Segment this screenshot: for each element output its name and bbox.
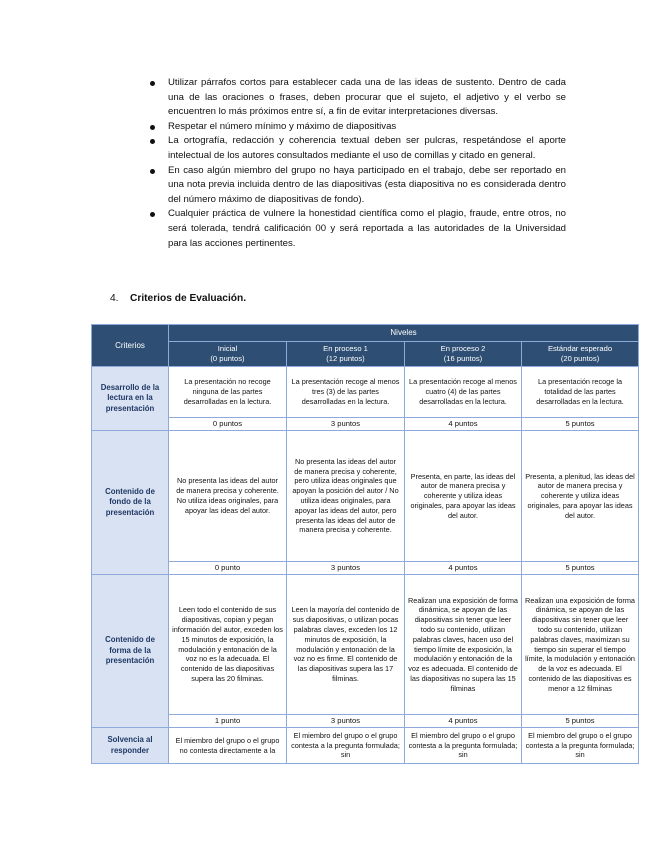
guideline-item: Utilizar párrafos cortos para establecer cada una de las ideas de sustento. Dentro de cada una de las oraciones o frases, deben procurar que el sujeto, el adjetivo y el verbo se encuentren lo más próximos entre sí, a fin de evitar interpretaciones diversas.	[146, 76, 566, 120]
guideline-item: En caso algún miembro del grupo no haya participado en el trabajo, debe ser reportado en una nota previa incluida dentro de las diapositivas (esta diapositiva no es considerada dentro del número máximo de diapositivas de fondo).	[146, 164, 566, 208]
description-cell: Presenta, en parte, las ideas del autor de manera precisa y coherente y utiliza ideas originales, para apoyar las ideas del autor.	[405, 431, 522, 562]
criterion-cell: Solvencia al responder	[92, 728, 169, 764]
level-points: (16 puntos)	[443, 354, 483, 363]
description-cell: No presenta las ideas del autor de manera precisa y coherente. No utiliza ideas originales, para apoyar las ideas del autor.	[169, 431, 287, 562]
description-cell: Leen todo el contenido de sus diapositivas, copian y pegan información del autor, exceden los 15 minutos de exposición, la modulación y entonación de la voz no es la adecuada. El contenido de las diapositivas supera las 20 filminas.	[169, 575, 287, 715]
level-points: (0 puntos)	[210, 354, 245, 363]
guideline-item: Cualquier práctica de vulnere la honestidad científica como el plagio, fraude, entre otros, no será tolerada, tendrá calificación 00 y será reportada a las autoridades de la Universidad para las acciones pertinentes.	[146, 207, 566, 251]
criterion-cell: Contenido de forma de la presentación	[92, 575, 169, 728]
description-cell: La presentación recoge al menos tres (3) de las partes desarrolladas en la lectura.	[287, 367, 405, 418]
guidelines-list	[146, 76, 566, 251]
level-header	[169, 342, 287, 367]
table-header-row	[92, 325, 639, 342]
score-cell: 5 puntos	[522, 562, 639, 575]
description-cell: El miembro del grupo o el grupo contesta a la pregunta formulada; sin	[522, 728, 639, 764]
section-heading	[110, 293, 246, 304]
criterios-header: Criterios	[92, 325, 169, 367]
level-points: (20 puntos)	[560, 354, 600, 363]
table-row	[92, 367, 639, 418]
score-cell: 3 puntos	[287, 562, 405, 575]
table-row	[92, 431, 639, 562]
table-row	[92, 728, 639, 764]
guideline-item: La ortografía, redacción y coherencia textual deben ser pulcras, respetándose el aporte intelectual de los autores consultados mediante el uso de comillas y citado en general.	[146, 134, 566, 163]
description-cell: Leen la mayoría del contenido de sus diapositivas, o utilizan pocas palabras claves, exceden los 12 minutos de exposición, la modulación y entonación de la voz no es firme. El contenido de las diapositivas supera las 17 filminas.	[287, 575, 405, 715]
score-cell: 1 punto	[169, 715, 287, 728]
description-cell: El miembro del grupo o el grupo contesta a la pregunta formulada; sin	[287, 728, 405, 764]
description-cell: La presentación no recoge ninguna de las partes desarrolladas en la lectura.	[169, 367, 287, 418]
description-cell: Realizan una exposición de forma dinámica, se apoyan de las diapositivas sin tener que leer todo su contenido, utilizan palabras claves, maximizan su tiempo sin superar el tiempo límite, la modulación y entonación de la voz es adecuada. El contenido de las diapositivas es menor a 12 filminas	[522, 575, 639, 715]
description-cell: El miembro del grupo o el grupo no contesta directamente a la	[169, 728, 287, 764]
description-cell: La presentación recoge al menos cuatro (4) de las partes desarrolladas en la lectura.	[405, 367, 522, 418]
description-cell: No presenta las ideas del autor de manera precisa y coherente, pero utiliza ideas originales que apoyan la posición del autor / No utiliza ideas originales, para apoyar las ideas del autor, pero presenta las ideas del autor de manera precisa y coherente.	[287, 431, 405, 562]
score-cell: 0 punto	[169, 562, 287, 575]
score-row	[92, 562, 639, 575]
description-cell: El miembro del grupo o el grupo contesta a la pregunta formulada; sin	[405, 728, 522, 764]
section-number: 4.	[110, 293, 119, 304]
level-name: En proceso 1	[323, 343, 368, 353]
level-name: Estándar esperado	[547, 343, 613, 353]
level-points: (12 puntos)	[326, 354, 365, 363]
levels-header-row	[92, 342, 639, 367]
level-header	[287, 342, 405, 367]
description-cell: Presenta, a plenitud, las ideas del autor de manera precisa y coherente y utiliza ideas originales, para apoyar las ideas del autor.	[522, 431, 639, 562]
score-cell: 0 puntos	[169, 418, 287, 431]
description-cell: La presentación recoge la totalidad de las partes desarrolladas en la lectura.	[522, 367, 639, 418]
section-title: Criterios de Evaluación.	[130, 293, 247, 304]
score-cell: 4 puntos	[405, 418, 522, 431]
criterion-cell: Desarrollo de la lectura en la presentación	[92, 367, 169, 431]
criterion-cell: Contenido de fondo de la presentación	[92, 431, 169, 575]
level-name: En proceso 2	[440, 343, 486, 353]
score-row	[92, 715, 639, 728]
description-cell: Realizan una exposición de forma dinámica, se apoyan de las diapositivas sin tener que leer todo su contenido, utilizan palabras claves, hacen uso del tiempo límite de exposición, la modulación y entonación de la voz es adecuada. El contenido de las diapositivas no supera las 15 filminas	[405, 575, 522, 715]
niveles-header: Niveles	[169, 325, 639, 342]
level-header	[405, 342, 522, 367]
score-cell: 5 puntos	[522, 418, 639, 431]
score-cell: 5 puntos	[522, 715, 639, 728]
score-cell: 4 puntos	[405, 715, 522, 728]
table-row	[92, 575, 639, 715]
score-cell: 4 puntos	[405, 562, 522, 575]
score-cell: 3 puntos	[287, 715, 405, 728]
score-row	[92, 418, 639, 431]
level-name: Inicial	[217, 343, 238, 353]
rubric-table	[91, 324, 639, 764]
guideline-item: Respetar el número mínimo y máximo de diapositivas	[146, 120, 566, 135]
score-cell: 3 puntos	[287, 418, 405, 431]
level-header	[522, 342, 639, 367]
